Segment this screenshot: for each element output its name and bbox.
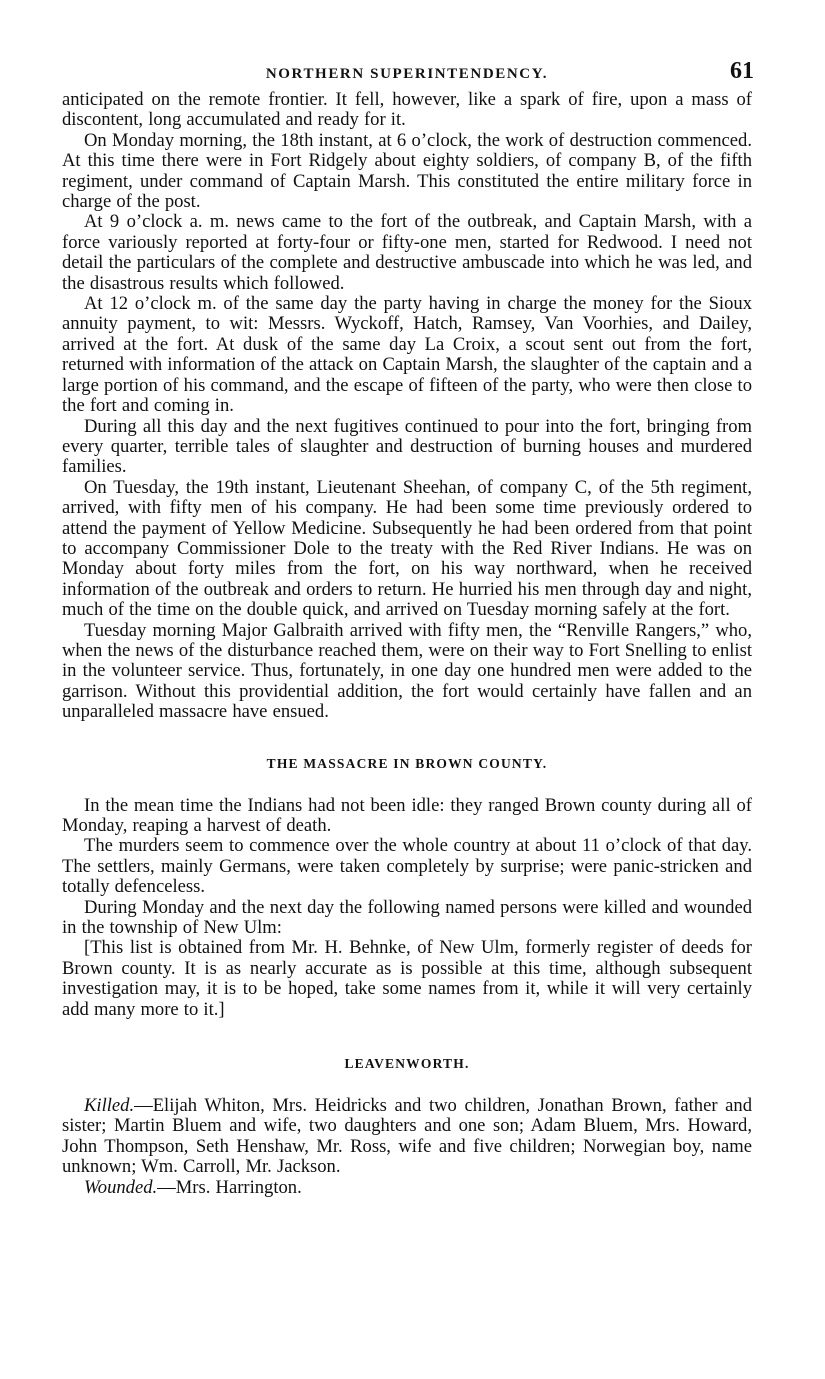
wounded-label: Wounded. xyxy=(84,1176,158,1198)
body-text xyxy=(62,90,752,1198)
paragraph: During all this day and the next fugitives continued to pour into the fort, bringing from every quarter, terrible tales of slaughter and destruction of burning houses and murdered families. xyxy=(62,415,752,478)
paragraph: At 12 o’clock m. of the same day the party having in charge the money for the Sioux annuity payment, to wit: Messrs. Wyckoff, Hatch, Ramsey, Van Voorhies, and Dailey, arrived at the fort. At dusk of the same day La Croix, a scout sent out from the fort, returned with information of the attack on Captain Marsh, the slaughter of the captain and a large portion of his command, and the escape of fifteen of the party, who were then close to the fort and coming in. xyxy=(62,293,752,417)
paragraph: Tuesday morning Major Galbraith arrived with fifty men, the “Renville Rangers,” who, when the news of the disturbance reached them, were on their way to Fort Snelling to enlist in the volunteer service. Thus, fortunately, in one day one hundred men were added to the garrison. Without this providential addition, the fort would certainly have fallen and an unparalleled massacre have ensued. xyxy=(62,619,752,723)
paragraph: [This list is obtained from Mr. H. Behnke, of New Ulm, formerly register of deeds for Brown county. It is as nearly accurate as is possible at this time, although subsequent investigation may, it is to be hoped, take some names from it, while it will very certainly add many more to it.] xyxy=(62,937,752,1020)
paragraph: At 9 o’clock a. m. news came to the fort of the outbreak, and Captain Marsh, with a force variously reported at forty-four or fifty-one men, started for Redwood. I need not detail the particulars of the complete and destructive ambuscade into which he was led, and the disastrous results which followed. xyxy=(62,211,752,294)
paragraph: On Tuesday, the 19th instant, Lieutenant Sheehan, of company C, of the 5th regiment, arrived, with fifty men of his company. He had been some time previously ordered to attend the payment of Yellow Medicine. Subsequently he had been ordered from that point to accompany Commissioner Dole to the treaty with the Red River Indians. He was on Monday about forty miles from the fort, on his way northward, when he received information of the outbreak and orders to return. He hurried his men through day and night, much of the time on the double quick, and arrived on Tuesday morning safely at the fort. xyxy=(62,476,752,621)
paragraph: anticipated on the remote frontier. It fell, however, like a spark of fire, upon a mass of discontent, long accumulated and ready for it. xyxy=(62,89,752,131)
page-number: 61 xyxy=(730,58,754,84)
killed-label: Killed. xyxy=(84,1095,135,1117)
running-title: NORTHERN SUPERINTENDENCY. xyxy=(265,66,549,82)
paragraph: During Monday and the next day the following named persons were killed and wounded in the township of New Ulm: xyxy=(62,896,752,939)
paragraph: The murders seem to commence over the whole country at about 11 o’clock of that day. The settlers, mainly Germans, were taken completely by surprise; were panic-stricken and totally defenceless. xyxy=(62,835,752,898)
paragraph: In the mean time the Indians had not been idle: they ranged Brown county during all of Monday, reaping a harvest of death. xyxy=(62,794,752,836)
running-head xyxy=(62,56,752,90)
killed-list: —Elijah Whiton, Mrs. Heidricks and two children, Jonathan Brown, father and sister; Martin Bluem and wife, two daughters and one son; Adam Bluem, Mrs. Howard, John Thompson, Seth Henshaw, Mr. Ross, wife and five children; Norwegian boy, name unknown; Wm. Carroll, Mr. Jackson. xyxy=(62,1095,752,1178)
section-heading-leavenworth: LEAVENWORTH. xyxy=(344,1056,470,1072)
wounded-paragraph xyxy=(62,1178,752,1198)
killed-paragraph xyxy=(62,1096,752,1178)
section-heading-brown-county: THE MASSACRE IN BROWN COUNTY. xyxy=(266,755,548,771)
wounded-list: —Mrs. Harrington. xyxy=(157,1176,302,1198)
document-page xyxy=(62,56,752,1198)
paragraph: On Monday morning, the 18th instant, at 6 o’clock, the work of destruction commenced. At this time there were in Fort Ridgely about eighty soldiers, of company B, of the fifth regiment, under command of Captain Marsh. This constituted the entire military force in charge of the post. xyxy=(62,129,752,213)
